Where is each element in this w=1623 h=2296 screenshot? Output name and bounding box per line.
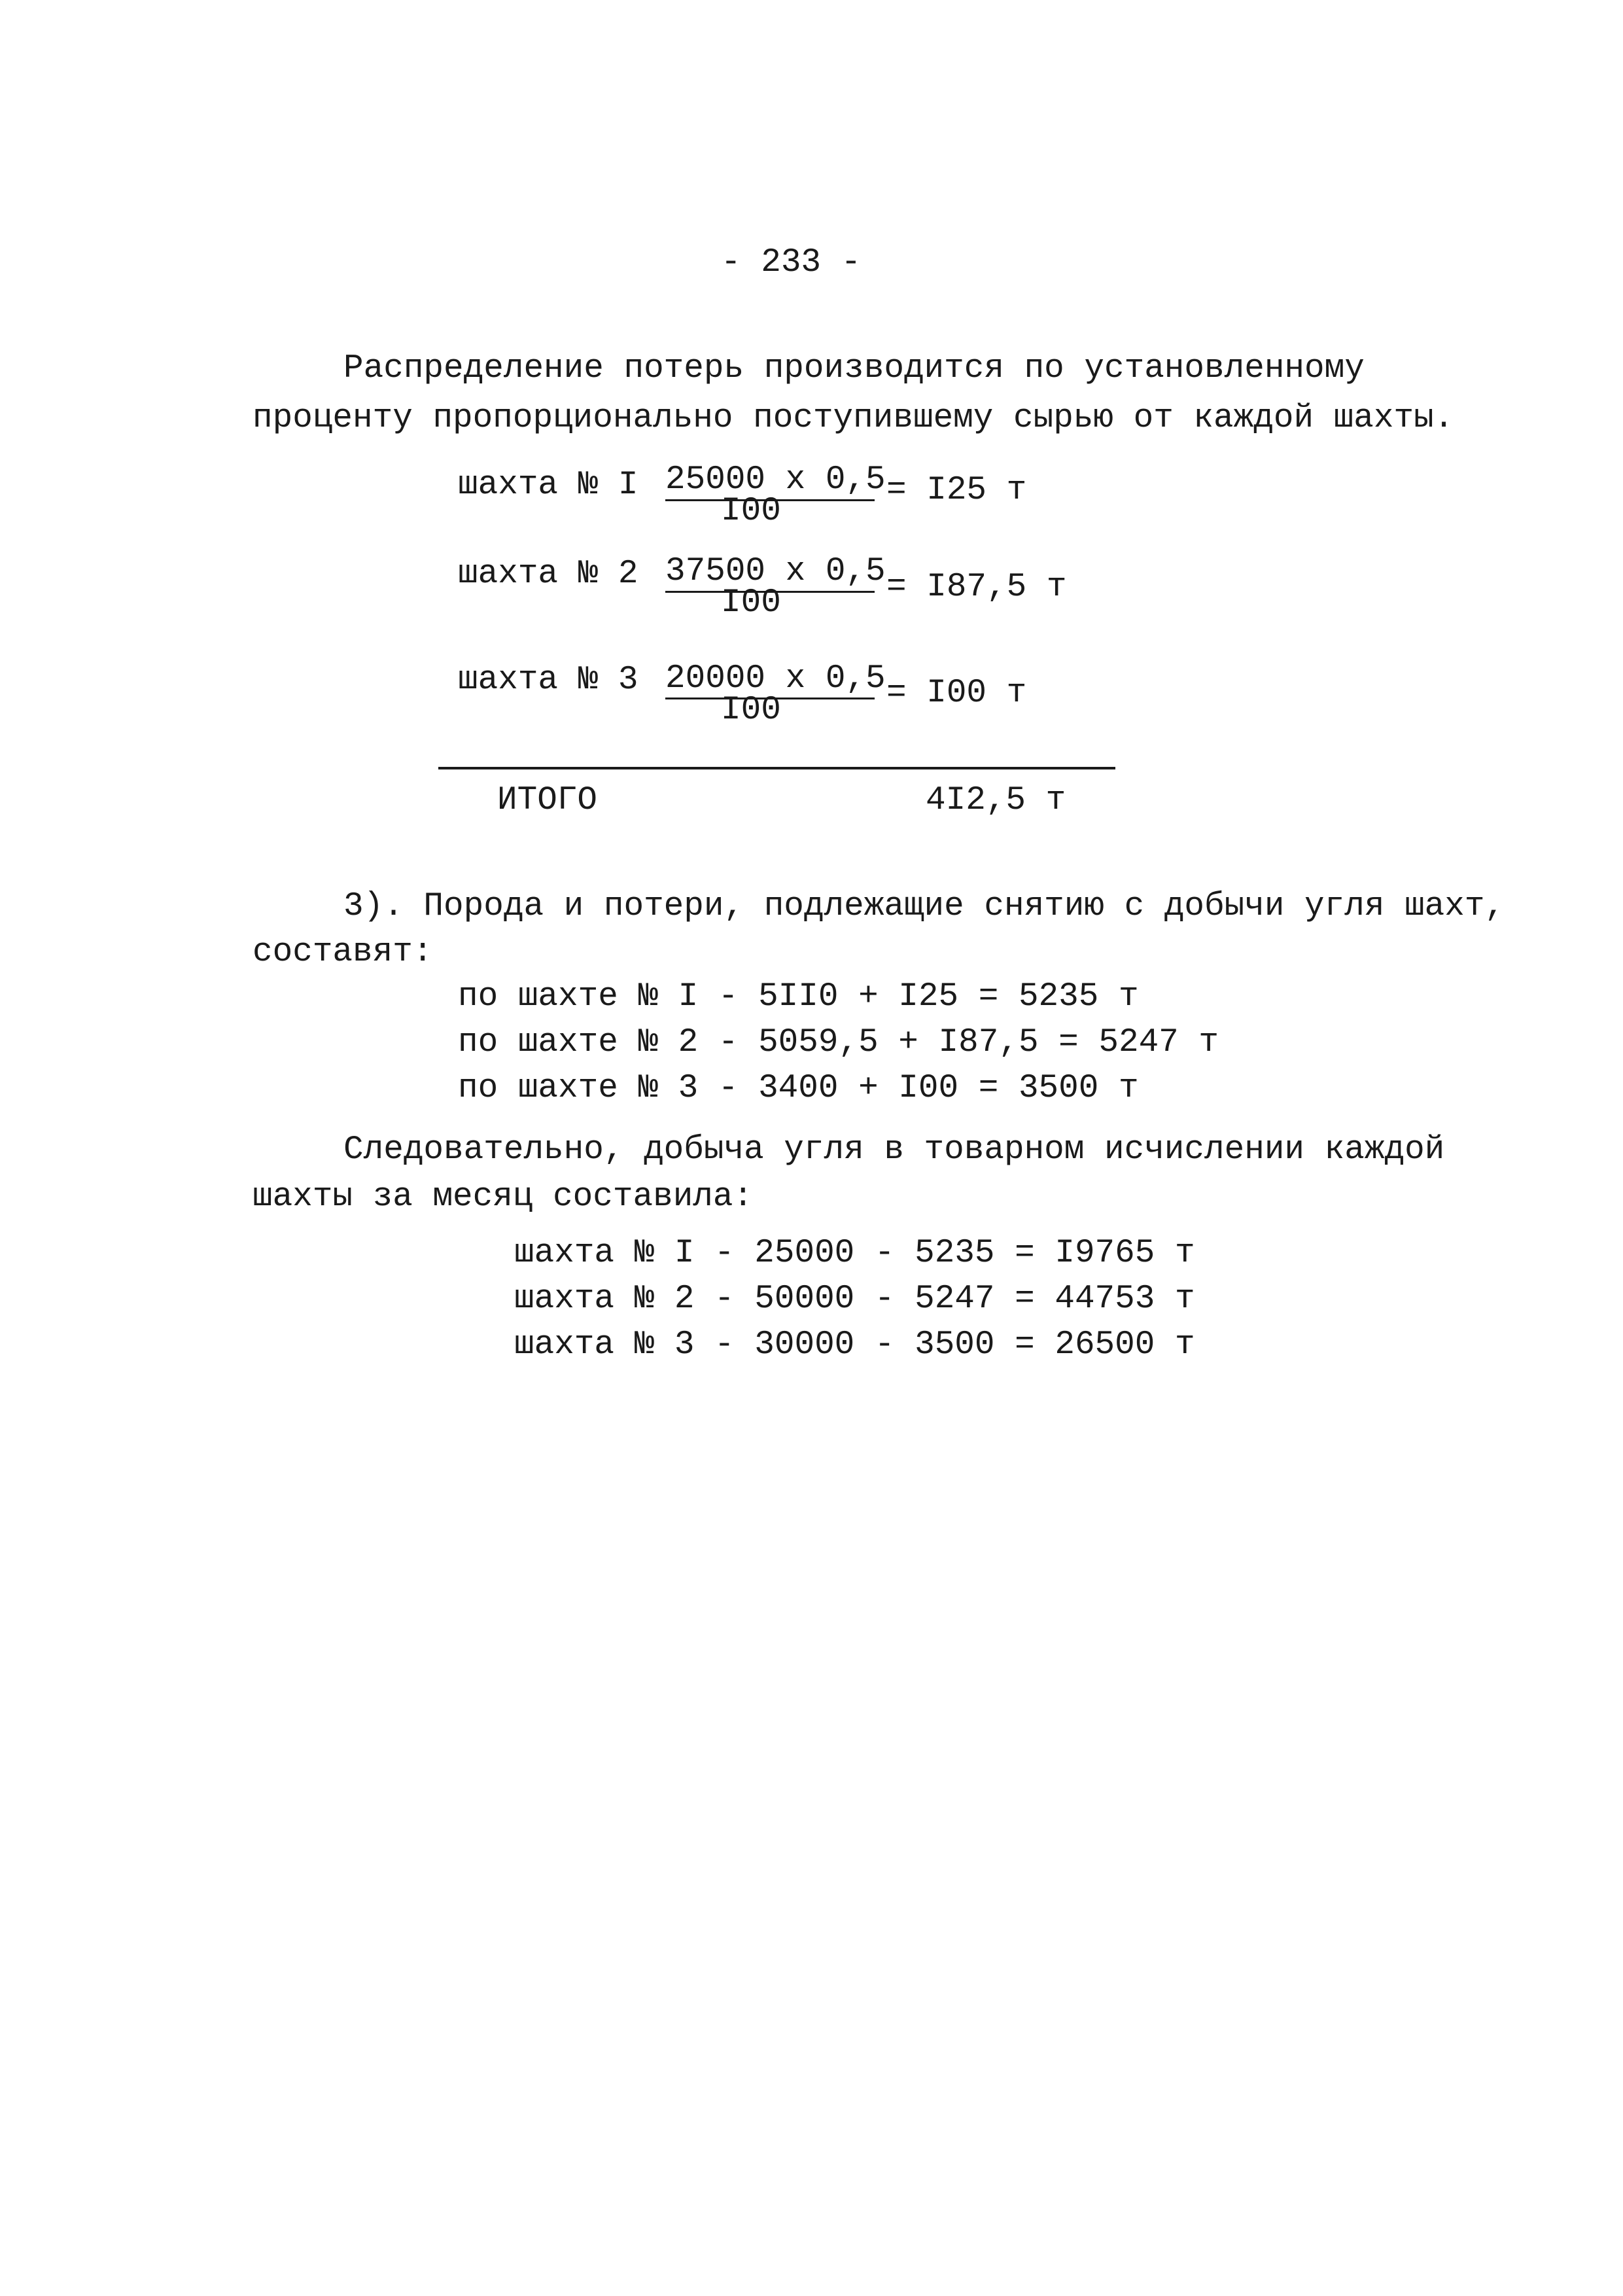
conclusion-line-1: Следовательно, добыча угля в товарном исчислении каждой: [343, 1131, 1445, 1169]
loss-calc-label: шахта № 3: [458, 662, 638, 699]
section3-item: по шахте № 3 - 3400 + I00 = 3500 т: [458, 1070, 1139, 1107]
conclusion-item: шахта № 3 - 30000 - 3500 = 26500 т: [514, 1326, 1195, 1364]
section3-line-2: составят:: [253, 934, 433, 971]
fraction-numerator: 37500 x 0,5: [665, 553, 886, 590]
intro-line-1: Распределение потерь производится по установленному: [343, 350, 1365, 387]
loss-calc-label: шахта № 2: [458, 556, 638, 593]
page-number: - 233 -: [721, 244, 862, 281]
loss-calc-result: = I25 т: [886, 472, 1027, 509]
loss-calc-result: = I87,5 т: [886, 569, 1067, 606]
conclusion-item: шахта № 2 - 50000 - 5247 = 44753 т: [514, 1280, 1195, 1318]
total-label: ИТОГО: [497, 782, 598, 819]
fraction-denominator: I00: [721, 584, 781, 622]
fraction-denominator: I00: [721, 493, 781, 530]
loss-calc-label: шахта № I: [458, 467, 638, 504]
conclusion-item: шахта № I - 25000 - 5235 = I9765 т: [514, 1235, 1195, 1272]
section3-item: по шахте № 2 - 5059,5 + I87,5 = 5247 т: [458, 1024, 1219, 1061]
total-rule: [438, 767, 1115, 769]
fraction-numerator: 20000 x 0,5: [665, 660, 886, 698]
total-value: 4I2,5 т: [926, 782, 1066, 819]
loss-calc-result: = I00 т: [886, 675, 1027, 712]
fraction-denominator: I00: [721, 692, 781, 729]
fraction-numerator: 25000 x 0,5: [665, 461, 886, 499]
section3-item: по шахте № I - 5II0 + I25 = 5235 т: [458, 978, 1139, 1016]
conclusion-line-2: шахты за месяц составила:: [253, 1178, 754, 1216]
section3-line-1: 3). Порода и потери, подлежащие снятию с добычи угля шахт,: [343, 888, 1505, 925]
intro-line-2: проценту пропорционально поступившему сырью от каждой шахты.: [253, 400, 1454, 437]
